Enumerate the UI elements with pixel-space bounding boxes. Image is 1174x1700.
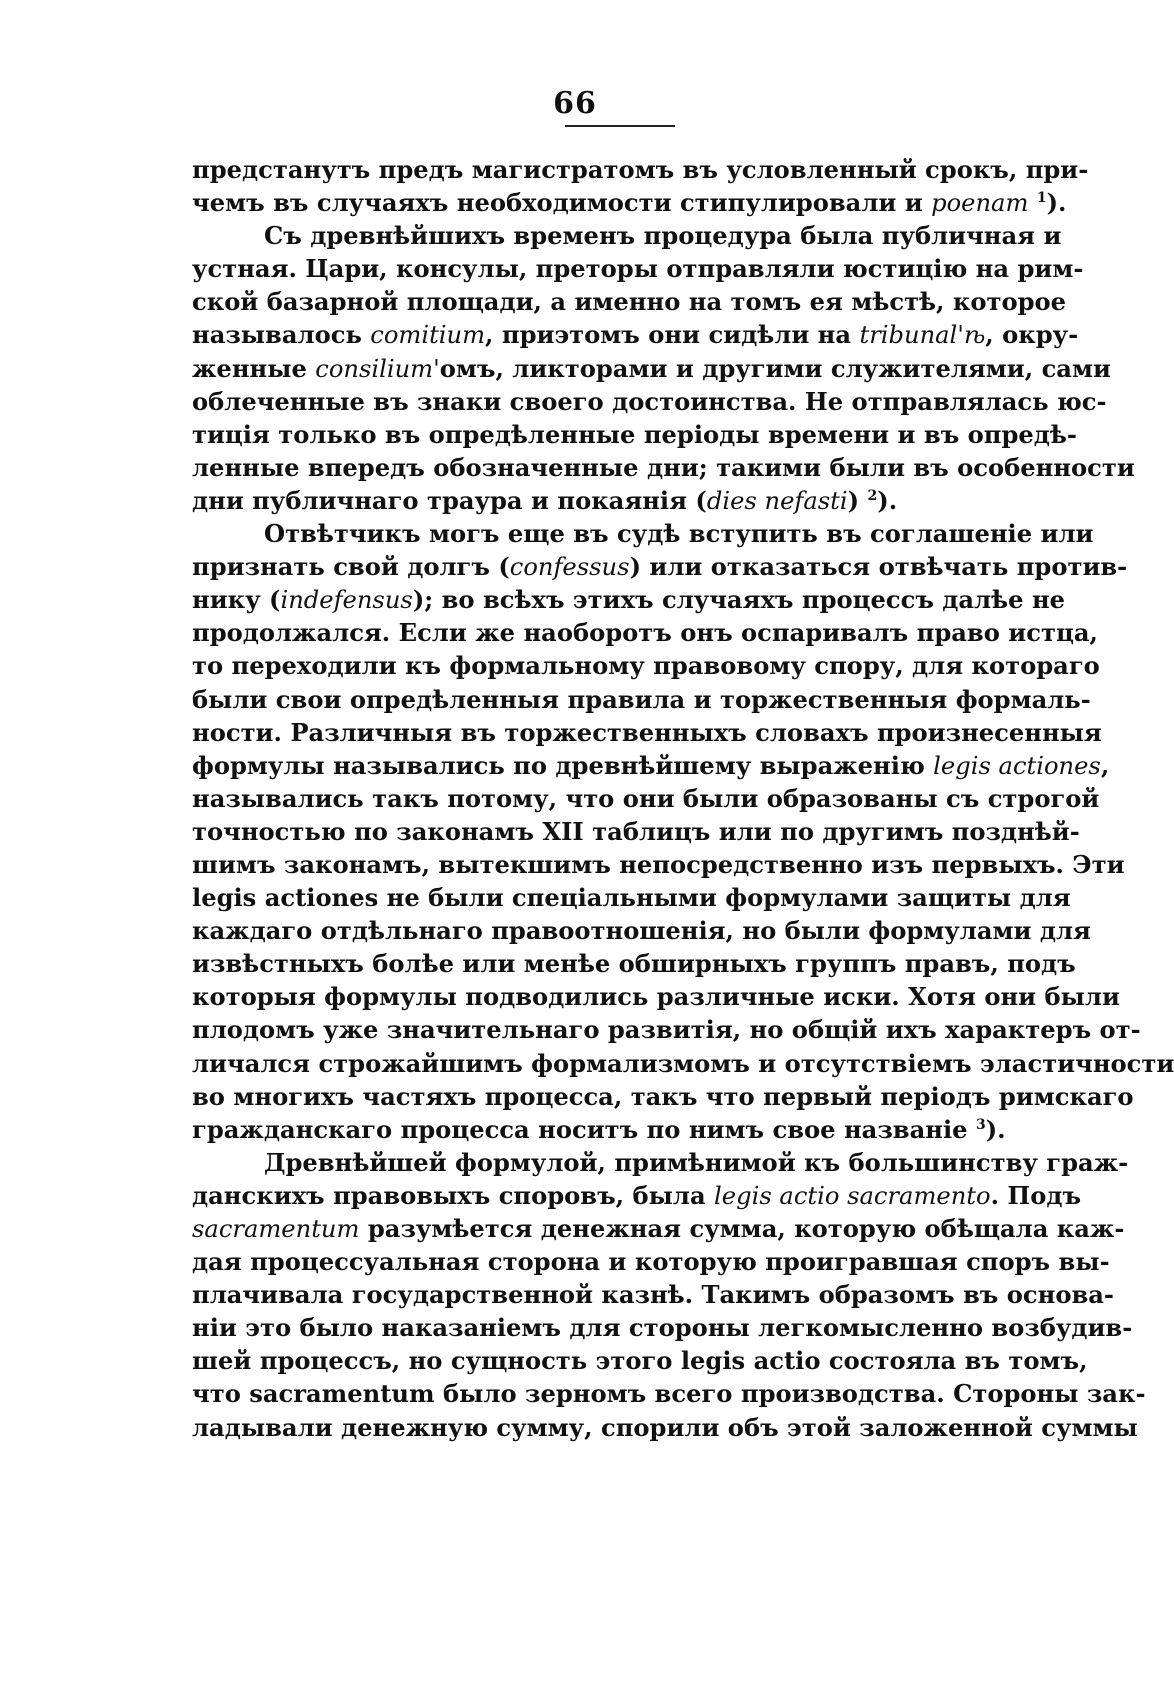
- text-run: называлось: [192, 320, 371, 350]
- text-run: Отвѣтчикъ могъ еще въ судѣ вступить въ соглашеніе или: [264, 519, 1094, 549]
- text-run: ладывали денежную сумму, спорили объ этой заложенной суммы: [192, 1412, 1138, 1442]
- latin-term: confessus: [509, 553, 630, 582]
- text-run: продолжался. Если же наоборотъ онъ оспаривалъ право истца,: [192, 618, 1098, 648]
- footnote-marker: 2: [867, 487, 878, 504]
- text-run: ).: [985, 1114, 1006, 1144]
- text-line: [192, 1113, 1037, 1146]
- latin-term: legis actio sacramento: [714, 1181, 991, 1210]
- text-run: шимъ законамъ, вытекшимъ непосредственно изъ первыхъ. Эти: [192, 849, 1125, 879]
- text-run: Древнѣйшей формулой, примѣнимой къ большинству граж-: [264, 1147, 1129, 1177]
- text-line: [192, 1013, 1141, 1046]
- latin-term: dies nefasti: [706, 486, 848, 515]
- text-line: [192, 1377, 1146, 1410]
- text-run: то переходили къ формальному правовому спору, для котораго: [192, 651, 1100, 681]
- text-run: нику (: [192, 585, 281, 615]
- text-line: [192, 1411, 1138, 1444]
- text-run: ской базарной площади, а именно на томъ ея мѣстѣ, которое: [192, 287, 1067, 317]
- text-line: [192, 550, 1128, 583]
- text-line: [192, 914, 1091, 947]
- text-run: [1028, 188, 1036, 217]
- text-line: [192, 451, 1135, 484]
- text-line: [192, 583, 1066, 616]
- text-line: [192, 848, 1125, 881]
- text-run: тиція только въ опредѣленные періоды времени и въ опредѣ-: [192, 419, 1077, 449]
- text-run: назывались такъ потому, что они были образованы съ строгой: [192, 783, 1100, 813]
- text-run: ): [847, 485, 868, 515]
- text-line: [192, 1047, 1174, 1080]
- text-run: , приэтомъ они сидѣли на: [485, 320, 860, 350]
- text-line: [192, 484, 1037, 517]
- text-run: точностью по законамъ XII таблицъ или по другимъ позднѣй-: [192, 816, 1080, 846]
- text-line: [192, 749, 1110, 782]
- latin-term: indefensus: [280, 586, 413, 615]
- text-run: ніи это было наказаніемъ для стороны легкомысленно возбудив-: [192, 1313, 1133, 1343]
- text-run: ); во всѣхъ этихъ случаяхъ процессъ далѣе не: [412, 585, 1066, 615]
- text-run: что sacramentum было зерномъ всего производства. Стороны зак-: [192, 1379, 1146, 1409]
- text-run: устная. Цари, консулы, преторы отправляли юстицію на рим-: [192, 254, 1084, 284]
- text-run: формулы назывались по древнѣйшему выраженію: [192, 750, 934, 780]
- text-line: [192, 1146, 1129, 1179]
- text-run: ).: [1046, 188, 1067, 218]
- text-line: [192, 881, 1071, 914]
- text-run: ,: [1100, 750, 1110, 780]
- page-text: [192, 153, 1174, 1444]
- latin-term: legis actiones: [933, 751, 1101, 780]
- text-line: [192, 616, 1098, 649]
- text-run: во многихъ частяхъ процесса, такъ что первый періодъ римскаго: [192, 1081, 1134, 1111]
- text-line: [192, 1344, 1088, 1377]
- text-line: [192, 418, 1077, 451]
- text-line: [192, 782, 1100, 815]
- text-line: [192, 219, 1062, 252]
- text-run: legis actiones не были спеціальными формулами защиты для: [192, 883, 1071, 913]
- text-run: плодомъ уже значительнаго развитія, но общій ихъ характеръ от-: [192, 1015, 1141, 1045]
- text-run: плачивала государственной казнѣ. Такимъ образомъ въ основа-: [192, 1280, 1114, 1310]
- text-run: которыя формулы подводились различные иски. Хотя они были: [192, 982, 1120, 1012]
- text-run: дни публичнаго траура и покаянія (: [192, 485, 707, 515]
- paragraph: [192, 517, 1174, 1146]
- text-run: каждаго отдѣльнаго правоотношенія, но были формулами для: [192, 916, 1091, 946]
- text-run: дая процессуальная сторона и которую проигравшая споръ вы-: [192, 1247, 1110, 1277]
- footnote-marker: 3: [975, 1116, 986, 1133]
- text-run: признать свой долгъ (: [192, 552, 510, 582]
- text-run: извѣстныхъ болѣе или менѣе обширныхъ группъ правъ, подъ: [192, 949, 1076, 979]
- text-run: разумѣется денежная сумма, которую обѣщала каж-: [359, 1214, 1125, 1243]
- text-run: облеченные въ знаки своего достоинства. Не отправлялась юс-: [192, 386, 1107, 416]
- text-run: женные: [192, 353, 316, 383]
- text-line: [192, 815, 1080, 848]
- text-line: [192, 385, 1107, 418]
- text-line: [192, 947, 1076, 980]
- paragraph: [192, 219, 1135, 517]
- latin-term: poenam: [931, 189, 1029, 218]
- text-line: [192, 1212, 1125, 1245]
- text-line: [192, 1278, 1114, 1311]
- text-line: [192, 1179, 1082, 1212]
- latin-term: comitium: [370, 321, 486, 350]
- text-run: ленные впередъ обозначенные дни; такими были въ особенности: [192, 452, 1135, 482]
- text-line: [192, 649, 1100, 682]
- text-run: , окру-: [985, 320, 1079, 350]
- latin-term: sacramentum: [192, 1215, 360, 1243]
- text-run: личался строжайшимъ формализмомъ и отсутствіемъ эластичности: [192, 1048, 1174, 1078]
- text-line: [192, 186, 1067, 219]
- page-number-rule: [565, 125, 675, 127]
- text-run: были свои опредѣленныя правила и торжественныя формаль-: [192, 684, 1091, 714]
- text-line: [192, 252, 1084, 285]
- text-line: [192, 517, 1094, 550]
- text-run: шей процессъ, но сущность этого legis actio состояла въ томъ,: [192, 1346, 1088, 1376]
- text-run: ) или отказаться отвѣчать против-: [629, 552, 1128, 582]
- text-line: [192, 1080, 1134, 1113]
- text-line: [192, 980, 1120, 1013]
- text-line: [192, 716, 1102, 749]
- text-run: ).: [877, 485, 898, 515]
- text-run: предстанутъ предъ магистратомъ въ условленный срокъ, при-: [192, 155, 1089, 184]
- text-run: чемъ въ случаяхъ необходимости стипулировали и: [192, 188, 932, 218]
- latin-term: consilium': [315, 354, 440, 383]
- text-line: [192, 683, 1091, 716]
- text-run: гражданскаго процесса носитъ по нимъ свое названіе: [192, 1114, 976, 1144]
- paragraph: [192, 153, 1089, 219]
- text-line: [192, 1245, 1110, 1278]
- footnote-marker: 1: [1036, 190, 1047, 207]
- text-line: [192, 285, 1067, 318]
- text-line: [192, 318, 1079, 351]
- paragraph: [192, 1146, 1146, 1444]
- text-run: . Подъ: [990, 1180, 1082, 1210]
- text-line: [192, 153, 1089, 186]
- text-run: омъ, ликторами и другими служителями, сами: [439, 353, 1111, 383]
- text-run: Съ древнѣйшихъ временъ процедура была публичная и: [264, 221, 1062, 251]
- text-run: ности. Различныя въ торжественныхъ словахъ произнесенныя: [192, 717, 1102, 747]
- text-line: [192, 352, 1111, 385]
- text-run: данскихъ правовыхъ споровъ, была: [192, 1180, 715, 1210]
- page-number: 66: [553, 86, 597, 121]
- latin-term: tribunal'ѣ: [859, 321, 986, 350]
- text-line: [192, 1311, 1133, 1344]
